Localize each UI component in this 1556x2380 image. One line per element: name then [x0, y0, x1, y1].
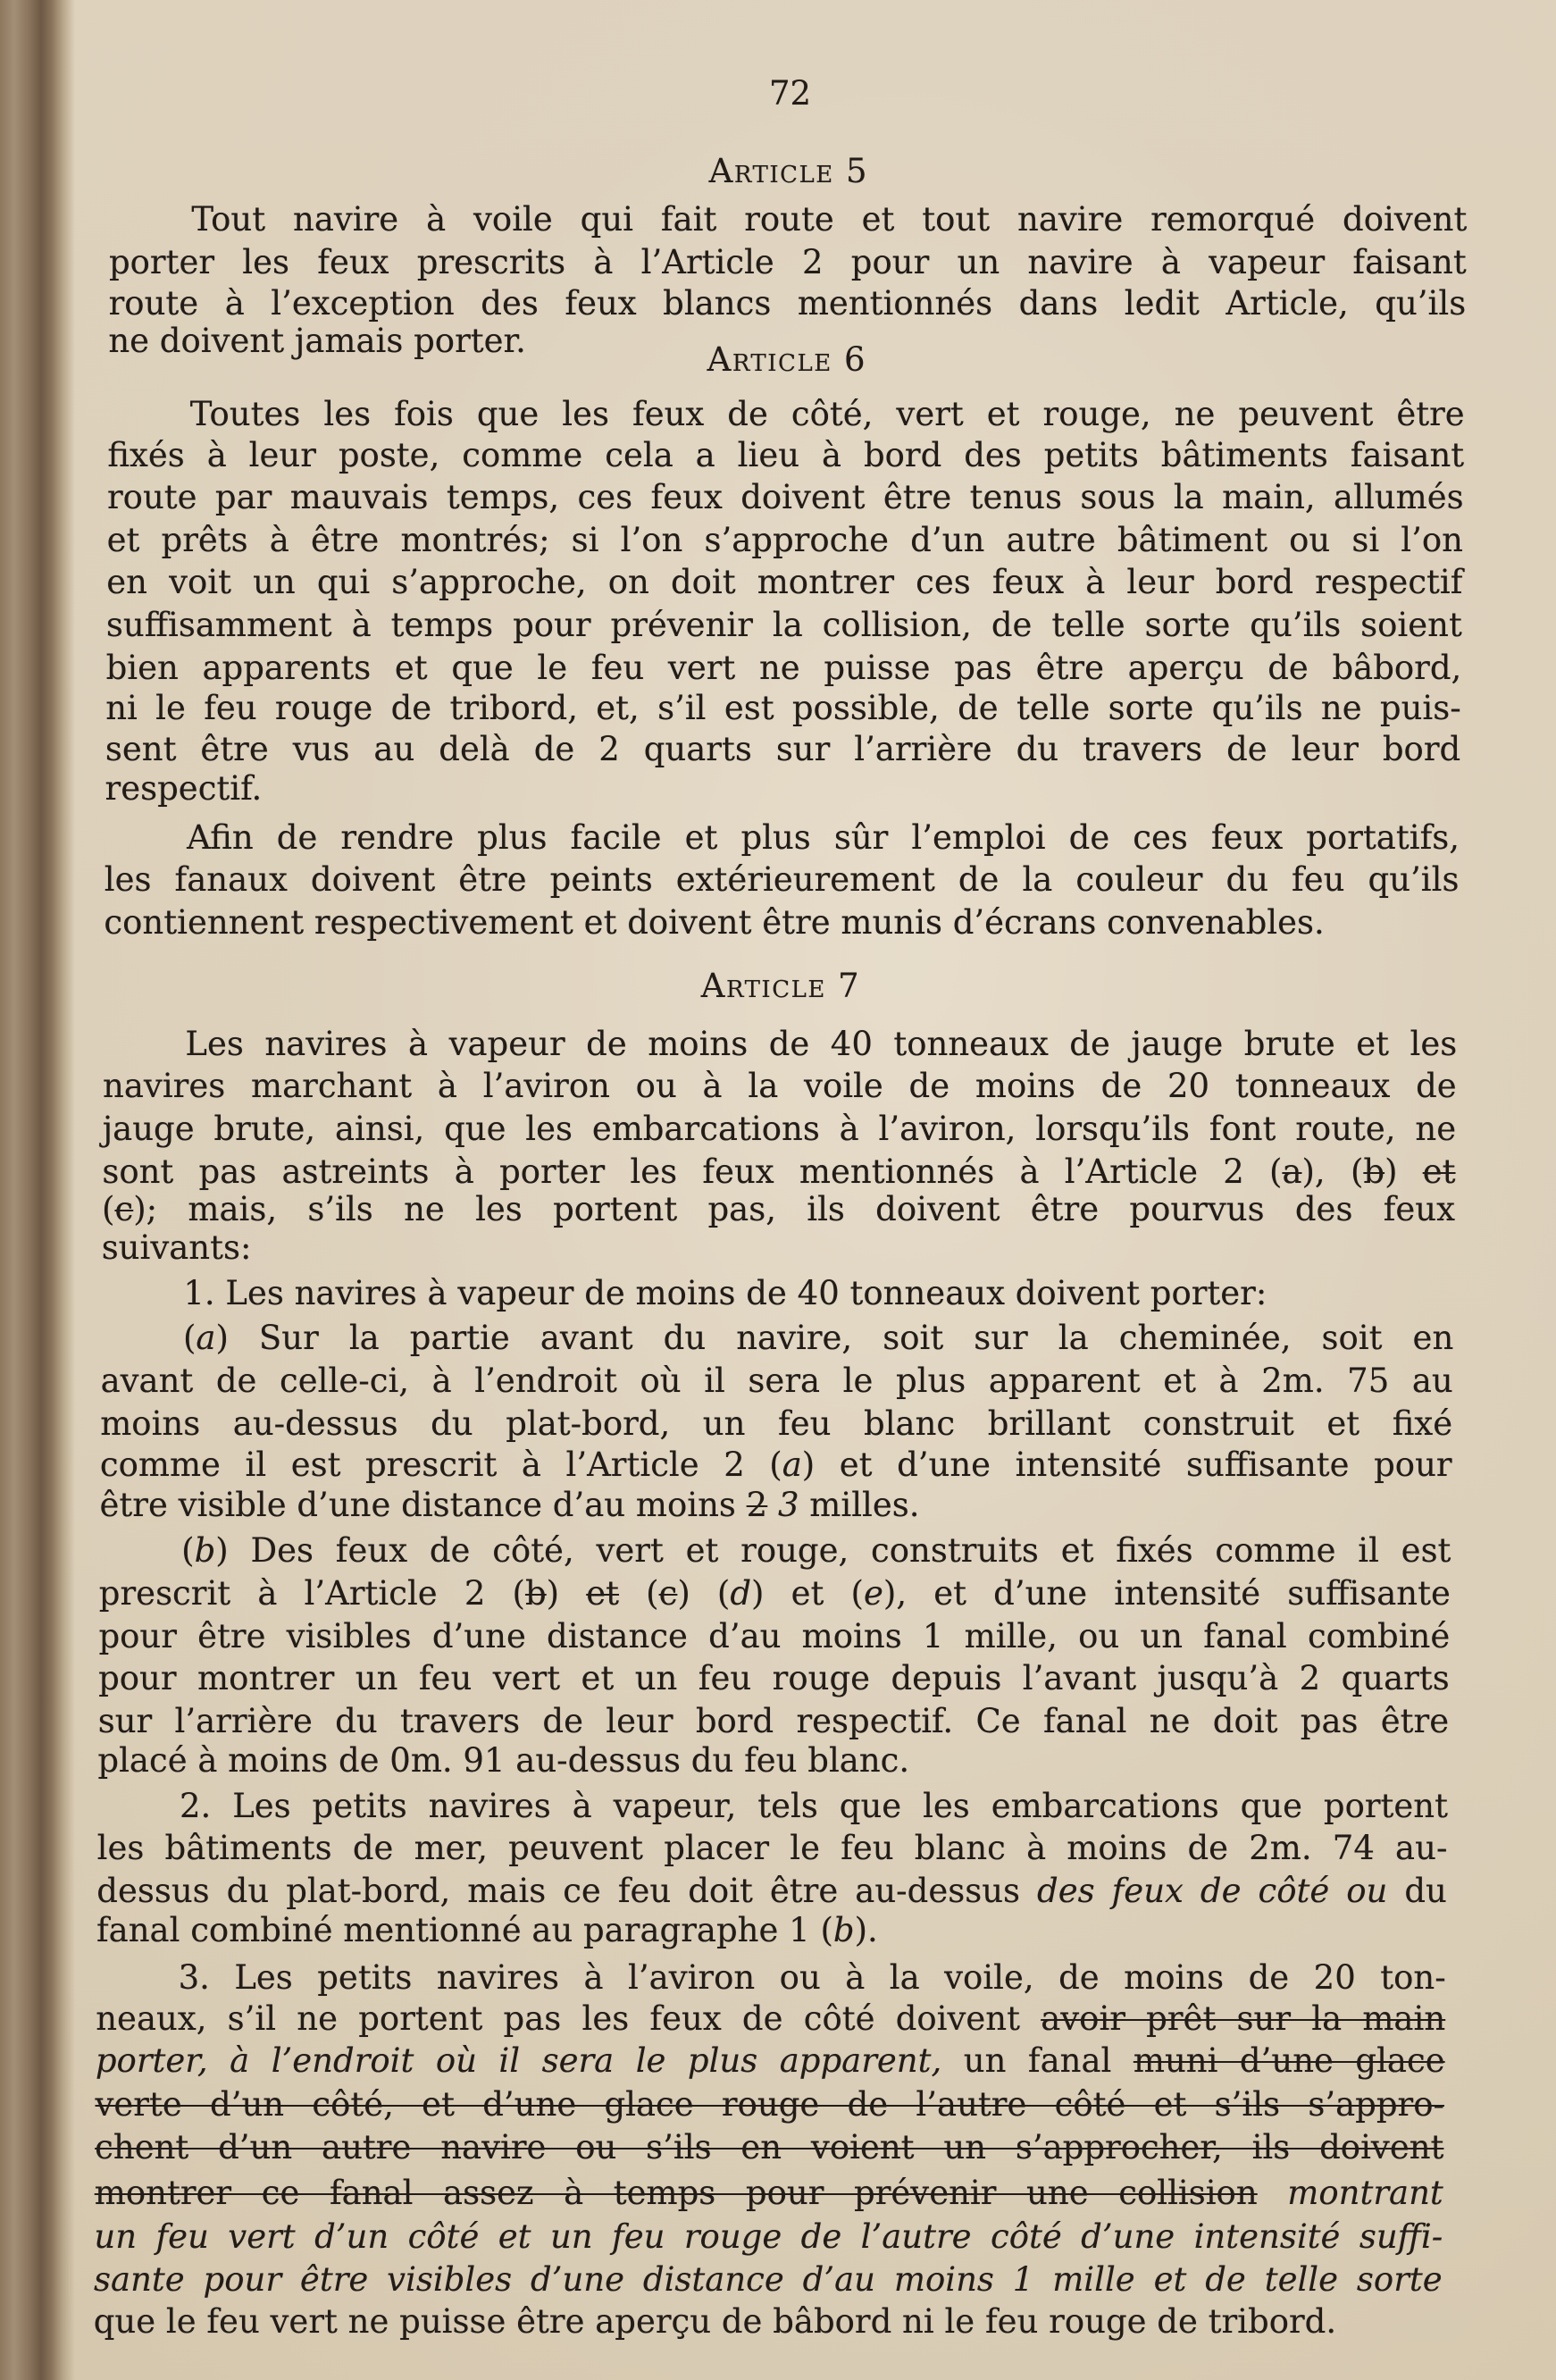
struck-text: b — [524, 1574, 547, 1613]
text-run: ( — [181, 1531, 195, 1570]
text-line — [102, 1227, 1455, 1269]
text-line — [97, 1785, 1448, 1827]
italic-text: 3 — [777, 1486, 799, 1524]
text-line — [94, 2300, 1442, 2342]
text-run: respectif. — [105, 769, 263, 808]
text-line — [98, 1657, 1450, 1699]
text-run: ) — [546, 1574, 587, 1613]
text-line — [103, 1023, 1457, 1065]
struck-text: verte d’un côté, et d’une glace rouge de l’autre côté et s’ils s’appro- — [95, 2085, 1444, 2124]
text-line — [101, 1317, 1453, 1359]
italic-text: a — [782, 1446, 802, 1484]
text-run: sent être vus au delà de 2 quarts sur l’arrière du travers de leur bord — [105, 730, 1461, 768]
text-line — [103, 1108, 1456, 1150]
text-run: ni le feu rouge de tribord, et, s’il est possible, de telle sorte qu’ils ne puis- — [105, 689, 1461, 727]
italic-text: d — [730, 1574, 752, 1613]
text-line — [105, 817, 1460, 859]
text-line — [95, 2172, 1443, 2214]
text-run: bien apparents et que le feu vert ne puisse pas être aperçu de bâbord, — [105, 649, 1462, 687]
text-line — [106, 561, 1462, 603]
struck-text: c — [658, 1574, 678, 1613]
text-line — [102, 1151, 1455, 1193]
text-run: sur l’arrière du travers de leur bord respectif. Ce fanal ne doit pas être — [97, 1702, 1450, 1740]
italic-text: sante pour être visibles d’une distance d’au moins 1 mille et de telle sorte — [94, 2260, 1443, 2299]
italic-text: montrant — [1287, 2174, 1443, 2212]
text-run: ); mais, s’ils ne les portent pas, ils doivent être pourvus des feux — [133, 1190, 1456, 1228]
text-run: 1. Les navires à vapeur de moins de 40 tonneaux doivent porter: — [183, 1274, 1267, 1312]
struck-text: muni d’une glace — [1133, 2041, 1445, 2080]
struck-text: avoir prêt sur la main — [1041, 1999, 1446, 2038]
text-run: et prêts à être montrés; si l’on s’approche d’un autre bâtiment ou si l’on — [106, 521, 1464, 559]
text-run: contiennent respectivement et doivent être munis d’écrans convenables. — [104, 903, 1325, 942]
text-run: jauge brute, ainsi, que les embarcations à l’aviron, lorsqu’ils font route, ne — [102, 1110, 1457, 1148]
text-line — [105, 859, 1460, 901]
italic-text: e — [863, 1574, 883, 1613]
text-line — [96, 2040, 1445, 2082]
text-run: fanal combiné mentionné au paragraphe 1 ( — [96, 1911, 833, 1949]
text-line — [107, 476, 1464, 518]
text-run: sont pas astreints à porter les feux mentionnés à l’Article 2 ( — [102, 1152, 1283, 1191]
struck-text: b — [1363, 1152, 1385, 1191]
text-line — [105, 728, 1460, 770]
text-line — [96, 2083, 1445, 2125]
text-line — [94, 2258, 1443, 2300]
struck-text: c — [114, 1190, 134, 1228]
struck-text: 2 — [746, 1486, 768, 1524]
text-run: dessus du plat-bord, mais ce feu doit être au-dessus — [96, 1872, 1038, 1910]
page-number: 72 — [768, 74, 812, 113]
italic-text: porter, à l’endroit où il sera le plus apparent, — [95, 2041, 942, 2080]
text-run: en voit un qui s’approche, on doit montrer ces feux à leur bord respectif — [106, 563, 1463, 601]
struck-text: a — [1282, 1152, 1302, 1191]
text-run: les bâtiments de mer, peuvent placer le feu blanc à moins de 2m. 74 au- — [96, 1829, 1448, 1867]
text-line — [108, 393, 1465, 435]
text-run: les fanaux doivent être peints extérieurement de la couleur du feu qu’ils — [104, 860, 1460, 899]
text-run: ( — [102, 1190, 115, 1228]
text-run: 3. Les petits navires à l’aviron ou à la voile, de moins de 20 ton- — [178, 1958, 1446, 1997]
text-run: route à l’exception des feux blancs mentionnés dans ledit Article, qu’ils — [108, 284, 1467, 323]
italic-text: b — [832, 1911, 855, 1949]
text-line — [106, 604, 1462, 646]
text-run: Les navires à vapeur de moins de 40 tonneaux de jauge brute et les — [185, 1025, 1458, 1063]
text-run: ), ( — [1301, 1152, 1364, 1191]
text-line — [101, 1272, 1454, 1314]
text-line — [99, 1572, 1451, 1614]
text-run: ) ( — [677, 1574, 731, 1613]
text-line — [107, 434, 1464, 476]
text-run: suffisamment à temps pour prévenir la collision, de telle sorte qu’ils soient — [105, 606, 1462, 644]
text-run: moins au-dessus du plat-bord, un feu blanc brillant construit et fixé — [100, 1404, 1453, 1443]
text-line — [102, 1188, 1455, 1230]
text-line — [95, 2126, 1443, 2168]
text-run: prescrit à l’Article 2 ( — [98, 1574, 525, 1613]
text-line — [100, 1403, 1452, 1445]
text-run: ) et ( — [751, 1574, 864, 1613]
text-line — [100, 1444, 1452, 1486]
text-run: être visible d’une distance d’au moins — [99, 1486, 747, 1524]
text-line — [109, 282, 1467, 324]
text-line — [98, 1615, 1450, 1657]
struck-text: chent d’un autre navire ou s’ils en voient un s’approcher, ils doivent — [95, 2128, 1444, 2166]
text-line — [96, 1870, 1447, 1912]
text-run — [767, 1486, 778, 1524]
text-line — [104, 901, 1458, 943]
text-line — [97, 1827, 1448, 1869]
text-run: 2. Les petits navires à vapeur, tels que les embarcations que portent — [180, 1787, 1448, 1825]
text-run: comme il est prescrit à l’Article 2 ( — [99, 1446, 782, 1484]
text-run: milles. — [799, 1486, 920, 1524]
text-line — [96, 1957, 1446, 1999]
text-run: ) Sur la partie avant du navire, soit sur la cheminée, soit en — [215, 1319, 1454, 1357]
text-line — [106, 647, 1462, 689]
text-line — [107, 519, 1463, 561]
text-run: ( — [619, 1574, 659, 1613]
text-line — [96, 1909, 1446, 1951]
text-run: que le feu vert ne puisse être aperçu de bâbord ni le feu rouge de tribord. — [93, 2302, 1337, 2341]
text-run: ) — [1385, 1152, 1423, 1191]
text-line — [109, 241, 1467, 283]
text-line — [94, 2216, 1443, 2258]
text-run: un fanal — [941, 2041, 1134, 2080]
text-run: ( — [182, 1319, 197, 1357]
text-line — [97, 1739, 1448, 1781]
text-line — [109, 198, 1467, 240]
text-run: porter les feux prescrits à l’Article 2 pour un navire à vapeur faisant — [108, 243, 1467, 281]
struck-text: et — [1422, 1152, 1456, 1191]
text-line — [96, 1998, 1445, 2040]
text-run: du — [1387, 1872, 1447, 1910]
text-run: ne doivent jamais porter. — [108, 322, 526, 360]
text-run: placé à moins de 0m. 91 au-dessus du feu blanc. — [97, 1741, 910, 1780]
text-line — [98, 1700, 1449, 1742]
article-heading: Article 7 — [700, 967, 861, 1005]
text-run: ), et d’une intensité suffisante — [883, 1574, 1451, 1613]
struck-text: montrer ce fanal assez à temps pour prévenir une collision — [94, 2174, 1258, 2212]
article-heading: Article 6 — [707, 340, 866, 379]
text-run: neaux, s’il ne portent pas les feux de côté doivent — [96, 1999, 1042, 2038]
text-run: pour montrer un feu vert et un feu rouge depuis l’avant jusqu’à 2 quarts — [98, 1659, 1450, 1697]
italic-text: a — [196, 1319, 216, 1357]
text-run: navires marchant à l’aviron ou à la voile de moins de 20 tonneaux de — [103, 1067, 1457, 1105]
text-line — [100, 1484, 1452, 1526]
italic-text: des feux de côté ou — [1037, 1872, 1388, 1910]
text-run — [1258, 2174, 1288, 2212]
struck-text: et — [586, 1574, 619, 1613]
text-run: Afin de rendre plus facile et plus sûr l’emploi de ces feux portatifs, — [187, 818, 1460, 857]
text-run: ) et d’une intensité suffisante pour — [801, 1446, 1452, 1484]
text-line — [99, 1529, 1451, 1571]
text-run: avant de celle-ci, à l’endroit où il sera le plus apparent et à 2m. 75 au — [100, 1362, 1453, 1400]
text-run: route par mauvais temps, ces feux doivent être tenus sous la main, allumés — [107, 478, 1464, 516]
text-run: Tout navire à voile qui fait route et tout navire remorqué doivent — [191, 200, 1468, 239]
text-run: fixés à leur poste, comme cela a lieu à bord des petits bâtiments faisant — [107, 436, 1465, 474]
text-line — [105, 767, 1460, 809]
text-run: ). — [854, 1911, 878, 1949]
text-line — [105, 687, 1461, 729]
italic-text: b — [194, 1531, 216, 1570]
text-line — [103, 1065, 1457, 1107]
text-run: pour être visibles d’une distance d’au moins 1 mille, ou un fanal combiné — [98, 1617, 1451, 1655]
text-run: suivants: — [101, 1228, 252, 1267]
article-heading: Article 5 — [708, 152, 869, 190]
text-line — [101, 1360, 1453, 1402]
italic-text: un feu vert d’un côté et un feu rouge de l’autre côté d’une intensité suffi- — [94, 2217, 1443, 2256]
text-run: Toutes les fois que les feux de côté, vert et rouge, ne peuvent être — [189, 395, 1465, 433]
text-run: ) Des feux de côté, vert et rouge, construits et fixés comme il est — [215, 1531, 1451, 1570]
